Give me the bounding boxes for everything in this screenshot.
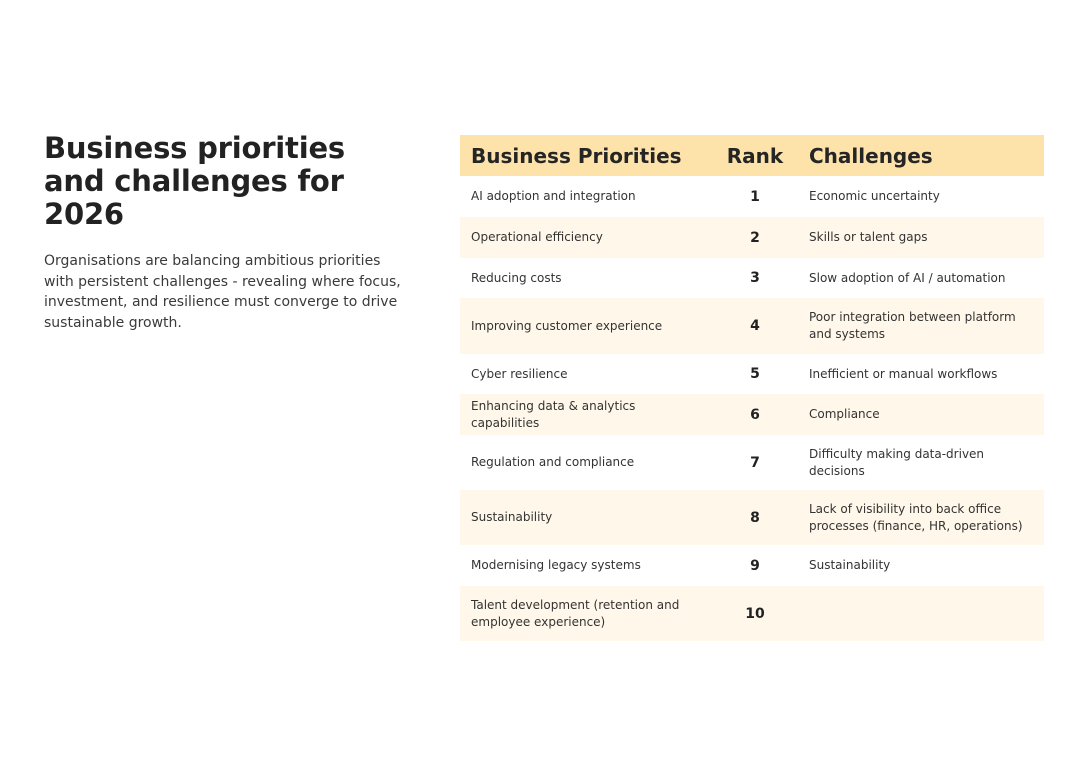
table-row [460,435,1044,490]
rank-cell: 8 [750,509,760,526]
rank-cell: 6 [750,406,760,423]
priority-cell: AI adoption and integration [471,189,636,203]
table-row [460,354,1044,394]
table-row [460,586,1044,641]
table-row [460,394,1044,435]
rank-cell: 7 [750,454,760,471]
priority-cell: Reducing costs [471,270,562,285]
rank-cell: 4 [750,318,760,334]
priorities-table [460,135,1044,641]
challenge-cell: Lack of visibility into back office processes (finance, HR, operations) [809,501,1023,533]
header-rank: Rank [726,143,784,168]
priority-cell: Cyber resilience [471,366,568,381]
challenge-cell: Difficulty making data-driven decisions [809,446,985,478]
header-challenges: Challenges [809,143,933,168]
challenge-cell: Economic uncertainty [809,189,940,203]
challenge-cell: Poor integration between platform and systems [809,310,1016,341]
table-header-row [460,135,1044,176]
rank-cell: 3 [750,270,760,286]
table-row [460,545,1044,586]
priority-cell: Modernising legacy systems [471,558,641,572]
rank-cell: 5 [750,366,760,382]
table-row [460,176,1044,217]
challenge-cell: Sustainability [809,558,891,572]
rank-cell: 10 [745,605,765,622]
priority-cell: Enhancing data & analytics capabilities [471,398,636,430]
priority-cell: Talent development (retention and employee experience) [471,597,680,629]
rank-cell: 1 [750,188,760,205]
table-row [460,217,1044,258]
priority-cell: Operational efficiency [471,230,603,244]
page-description: Organisations are balancing ambitious priorities with persistent challenges - revealing where focus, investment, and resilience must converge to drive sustainable growth. [44,253,401,331]
header-business-priorities: Business Priorities [471,143,682,168]
table-row [460,298,1044,354]
challenge-cell: Compliance [809,407,880,421]
page-title: Business priorities and challenges for 2026 [44,131,345,231]
priority-cell: Sustainability [471,510,553,524]
intro-section [44,132,404,333]
priority-cell: Regulation and compliance [471,455,635,469]
rank-cell: 9 [750,557,760,574]
table-row [460,258,1044,298]
rank-cell: 2 [750,229,760,246]
challenge-cell: Slow adoption of AI / automation [809,270,1006,285]
priority-cell: Improving customer experience [471,318,663,333]
challenge-cell: Skills or talent gaps [809,230,928,244]
challenge-cell: Inefficient or manual workflows [809,366,998,381]
table-row [460,490,1044,545]
